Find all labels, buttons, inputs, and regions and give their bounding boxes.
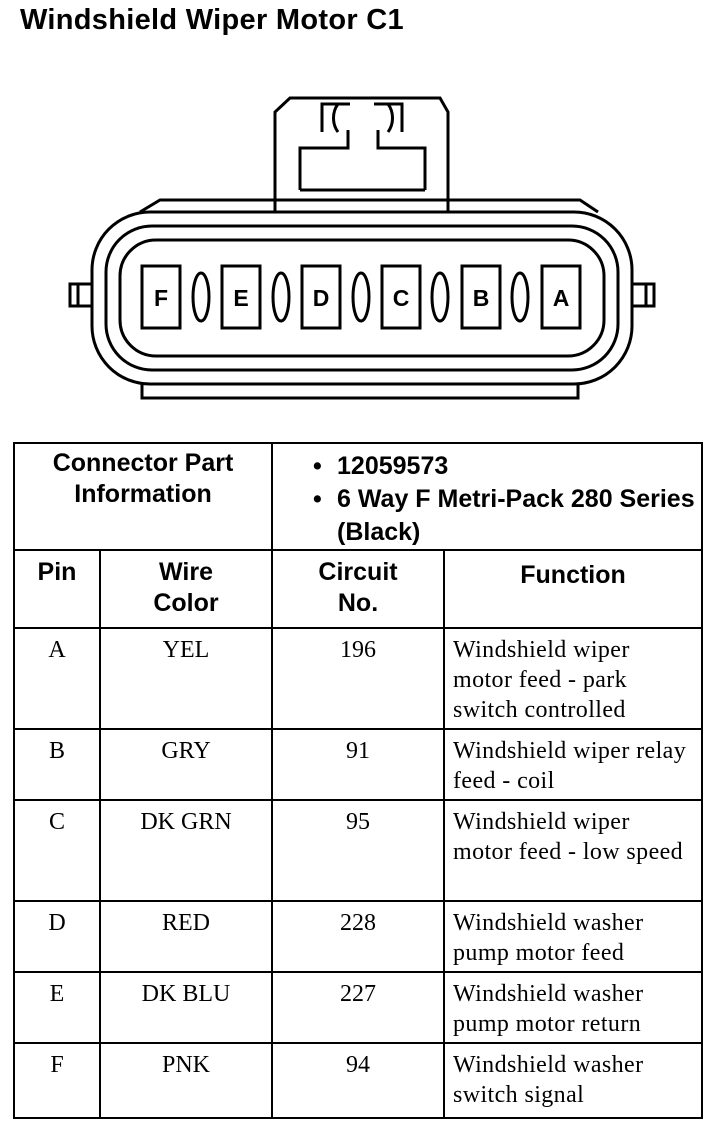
connector-part-details	[272, 443, 702, 550]
circuit-cell: 95	[272, 800, 444, 901]
header-pin: Pin	[14, 550, 100, 628]
connector-diagram	[0, 90, 720, 410]
pin-cell: F	[14, 1043, 100, 1118]
pin-cell: B	[14, 729, 100, 800]
pin-label-d: D	[312, 285, 330, 311]
wire-color-cell: DK BLU	[100, 972, 272, 1043]
wire-color-cell: DK GRN	[100, 800, 272, 901]
function-cell: Windshield wiper motor feed - low speed	[444, 800, 702, 901]
circuit-cell: 227	[272, 972, 444, 1043]
pin-cell: D	[14, 901, 100, 972]
part-number-line: • 12059573	[313, 452, 449, 480]
table-row	[14, 628, 702, 729]
connector-part-info-label: Connector Part Information	[14, 443, 272, 550]
part-description: 6 Way F Metri-Pack 280 Series (Black)	[337, 485, 695, 546]
connector-left-tab	[70, 284, 92, 306]
function-cell: Windshield washer pump motor feed	[444, 901, 702, 972]
connector-housing	[92, 212, 632, 384]
pin-label-f: F	[153, 285, 169, 311]
function-cell: Windshield washer pump motor return	[444, 972, 702, 1043]
circuit-cell: 228	[272, 901, 444, 972]
wire-color-cell: GRY	[100, 729, 272, 800]
pin-cell: C	[14, 800, 100, 901]
table-row	[14, 972, 702, 1043]
connector-info-table	[13, 442, 703, 1119]
circuit-cell: 196	[272, 628, 444, 729]
connector-right-tab	[632, 284, 654, 306]
pin-label-e: E	[233, 285, 249, 311]
part-description-line: • 6 Way F Metri-Pack 280 Series (Black)	[313, 485, 695, 546]
circuit-cell: 94	[272, 1043, 444, 1118]
pin-cell: A	[14, 628, 100, 729]
table-row	[14, 729, 702, 800]
header-function: Function	[444, 550, 702, 628]
header-wire-color: Wire Color	[100, 550, 272, 628]
function-cell: Windshield wiper relay feed - coil	[444, 729, 702, 800]
table-row	[14, 800, 702, 901]
wire-color-cell: YEL	[100, 628, 272, 729]
wire-color-cell: PNK	[100, 1043, 272, 1118]
pin-label-b: B	[472, 285, 490, 311]
table-row	[14, 1043, 702, 1118]
function-cell: Windshield wiper motor feed - park switch controlled	[444, 628, 702, 729]
part-number: 12059573	[337, 452, 449, 480]
table-row	[14, 901, 702, 972]
header-circuit-no: Circuit No.	[272, 550, 444, 628]
pin-cell: E	[14, 972, 100, 1043]
circuit-cell: 91	[272, 729, 444, 800]
diagram-title: Windshield Wiper Motor C1	[20, 4, 404, 36]
pin-label-a: A	[552, 285, 570, 311]
function-cell: Windshield washer switch signal	[444, 1043, 702, 1118]
pin-label-c: C	[392, 285, 410, 311]
wire-color-cell: RED	[100, 901, 272, 972]
